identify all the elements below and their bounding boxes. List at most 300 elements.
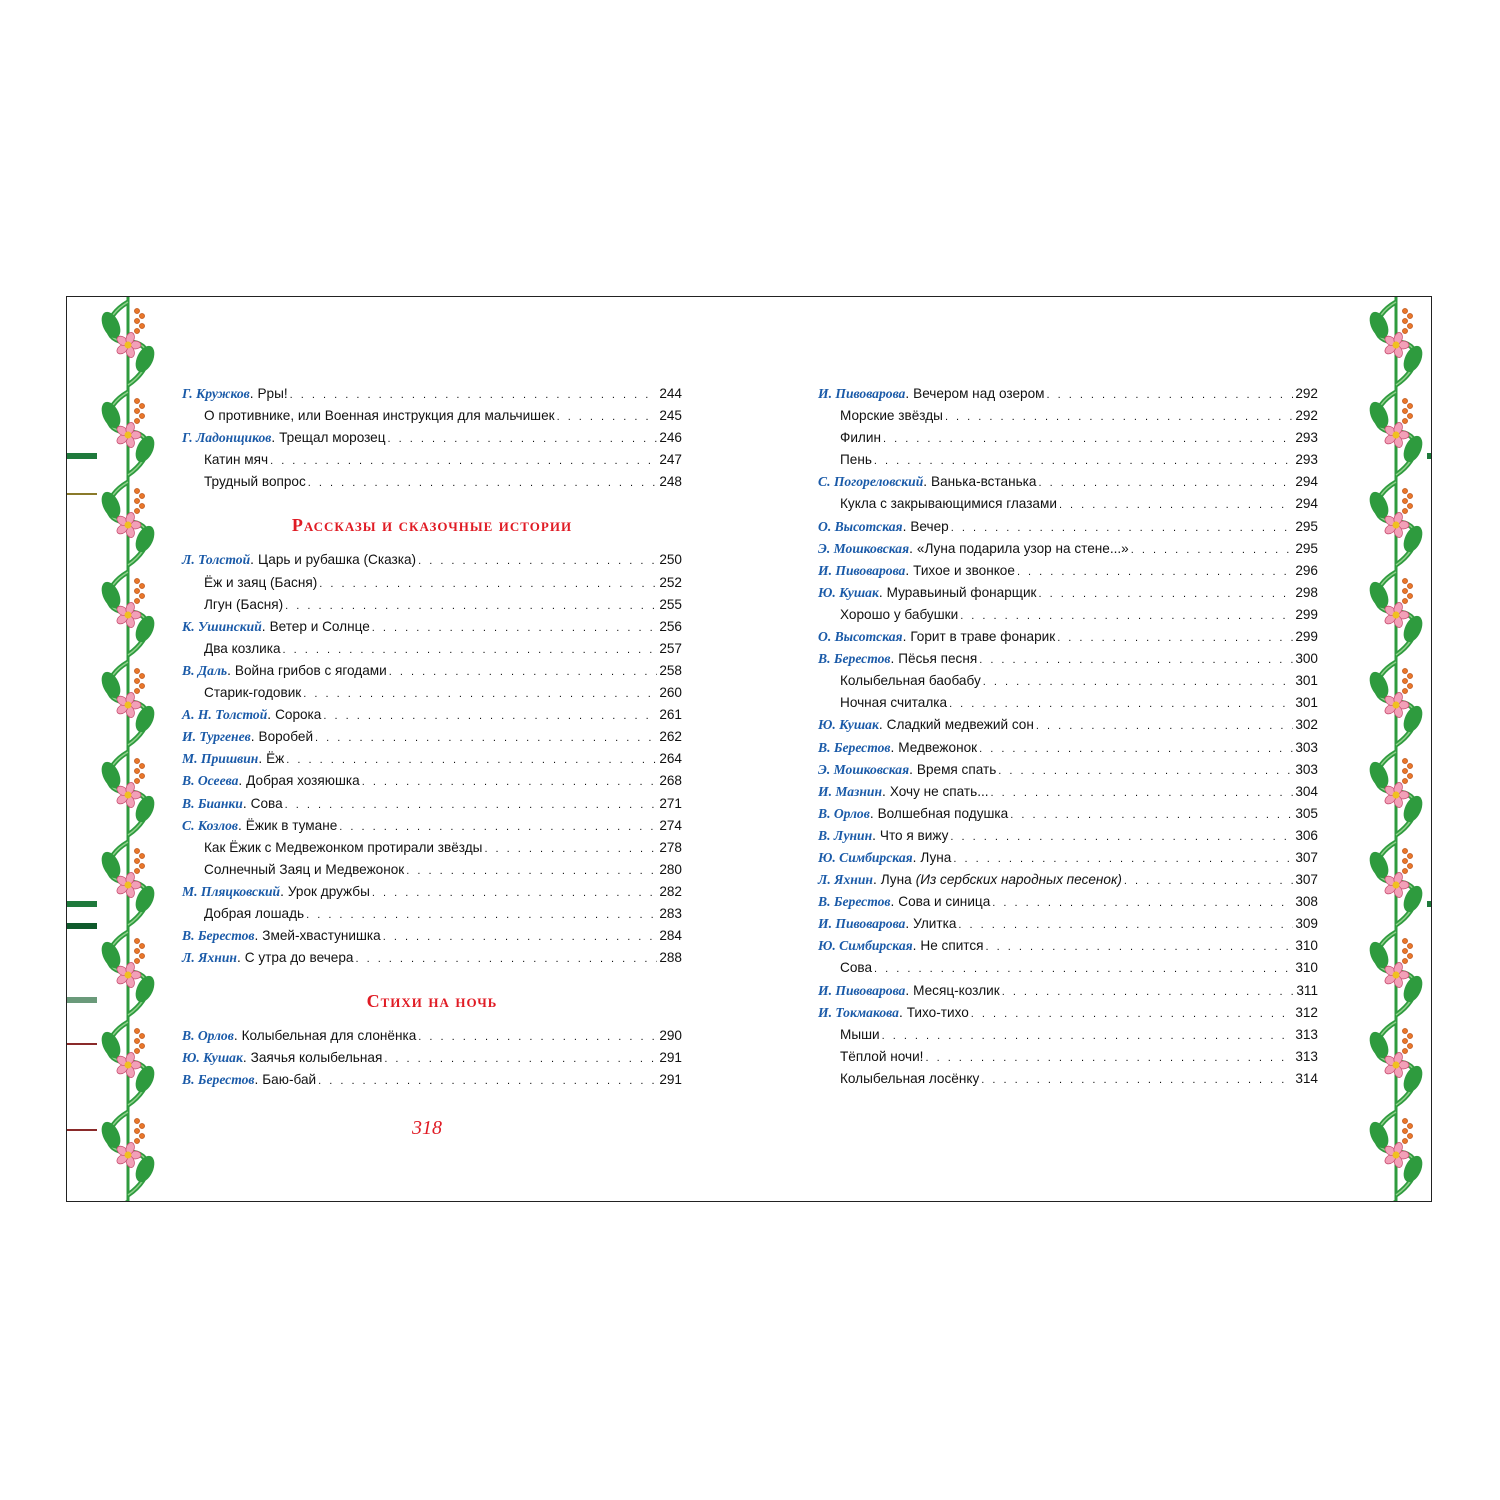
- berry-icon: [1402, 778, 1407, 783]
- berry-icon: [1407, 413, 1412, 418]
- berry-icon: [139, 1123, 144, 1128]
- green-page-tab: [67, 923, 97, 929]
- flower-center-icon: [1393, 612, 1400, 619]
- berry-icon: [134, 328, 139, 333]
- dot-leader: [1131, 539, 1294, 561]
- dot-leader: [992, 892, 1293, 914]
- entry-page: 293: [1295, 430, 1318, 446]
- entry-page: 255: [659, 596, 682, 612]
- berry-icon: [139, 853, 144, 858]
- toc-entry: [818, 626, 1318, 648]
- entry-page: 303: [1295, 761, 1318, 777]
- author-separator: .: [872, 827, 876, 843]
- entry-title: Заячья колыбельная: [250, 1050, 383, 1066]
- dot-leader: [981, 1069, 1293, 1091]
- entry-page: 261: [659, 707, 682, 723]
- entry-title: Пёсья песня: [898, 651, 978, 667]
- entry-subtitle: (Из сербских народных песенок): [915, 872, 1122, 888]
- dot-leader: [355, 948, 657, 970]
- dot-leader: [883, 428, 1293, 450]
- toc-entry: [818, 1068, 1318, 1090]
- dot-leader: [315, 727, 657, 749]
- entry-title: Хорошо у бабушки: [840, 606, 959, 622]
- author-separator: .: [902, 518, 907, 534]
- berry-icon: [1402, 768, 1407, 773]
- dot-leader: [323, 705, 657, 727]
- section-title: Рассказы и сказочные истории: [291, 515, 573, 536]
- author-separator: .: [872, 872, 877, 888]
- entry-page: 309: [1295, 916, 1318, 932]
- dot-leader: [319, 573, 657, 595]
- green-page-tab: [67, 453, 97, 459]
- author-separator: .: [912, 849, 917, 865]
- berry-icon: [134, 318, 139, 323]
- berry-icon: [139, 773, 144, 778]
- dot-leader: [1059, 494, 1293, 516]
- dot-leader: [318, 1070, 657, 1092]
- entry-page: 246: [659, 430, 682, 446]
- author-separator: .: [898, 1004, 903, 1020]
- berry-icon: [139, 1033, 144, 1038]
- flower-center-icon: [1393, 972, 1400, 979]
- author-separator: .: [233, 1028, 238, 1044]
- toc-entry: [818, 913, 1318, 935]
- toc-entry: [818, 935, 1318, 957]
- entry-author: О. Высотская: [818, 518, 903, 534]
- entry-title: Урок дружбы: [287, 883, 370, 899]
- entry-author: А. Н. Толстой: [182, 707, 268, 723]
- ornament-svg-right: [1365, 297, 1427, 1201]
- entry-page: 292: [1295, 386, 1318, 401]
- toc-entry: [182, 549, 682, 571]
- berry-icon: [134, 398, 139, 403]
- dot-leader: [979, 649, 1293, 671]
- dot-leader: [1046, 384, 1293, 406]
- toc-entry: [182, 383, 682, 405]
- berry-icon: [134, 938, 139, 943]
- author-separator: .: [905, 562, 910, 578]
- entry-title: Ванька-встанька: [931, 474, 1037, 490]
- dot-leader: [557, 406, 658, 428]
- entry-author: М. Пляцковский: [182, 883, 281, 899]
- dot-leader: [882, 1025, 1294, 1047]
- ornament-svg-left: [97, 297, 159, 1201]
- entry-title: Ночная считалка: [840, 695, 948, 711]
- entry-title: Два козлика: [204, 640, 281, 656]
- book-spread: [66, 296, 1432, 1202]
- berry-icon: [139, 593, 144, 598]
- entry-title: Горит в траве фонарик: [910, 629, 1056, 645]
- entry-page: 310: [1295, 938, 1318, 954]
- toc-entry: [818, 1046, 1318, 1068]
- entry-page: 245: [659, 408, 682, 424]
- entry-author: Г. Кружков: [182, 386, 250, 401]
- toc-entry: [818, 803, 1318, 825]
- toc-entry: [182, 726, 682, 748]
- entry-title: Ёжик в тумане: [245, 817, 338, 833]
- entry-page: 260: [659, 685, 682, 701]
- entry-page: 298: [1295, 584, 1318, 600]
- toc-entry: [182, 748, 682, 770]
- berry-icon: [1402, 1138, 1407, 1143]
- entry-author: Л. Яхнин: [182, 950, 237, 966]
- berry-icon: [139, 863, 144, 868]
- flower-center-icon: [125, 882, 132, 889]
- entry-title: Змей-хвастунишка: [262, 928, 381, 944]
- section-title: Стихи на ночь: [366, 991, 498, 1012]
- entry-page: 292: [1295, 408, 1318, 424]
- left-ornament-border: [97, 297, 159, 1201]
- toc-entry: [818, 449, 1318, 471]
- dot-leader: [306, 904, 657, 926]
- dot-leader: [384, 1048, 657, 1070]
- berry-icon: [134, 598, 139, 603]
- entry-page: 250: [659, 552, 682, 568]
- toc-entry: [818, 825, 1318, 847]
- dot-leader: [290, 384, 658, 406]
- dot-leader: [339, 816, 657, 838]
- entry-page: 301: [1295, 673, 1318, 689]
- entry-page: 290: [659, 1028, 682, 1044]
- dot-leader: [979, 738, 1293, 760]
- flower-center-icon: [1393, 342, 1400, 349]
- dot-leader: [303, 683, 657, 705]
- toc-entry: [818, 604, 1318, 626]
- entry-title: Волшебная подушка: [877, 805, 1009, 821]
- entry-title: Добрая лошадь: [204, 905, 305, 921]
- berry-icon: [1402, 688, 1407, 693]
- entry-title: Хочу не спать...: [889, 783, 989, 799]
- author-separator: .: [890, 651, 895, 667]
- author-separator: .: [242, 795, 247, 811]
- berry-icon: [1407, 1123, 1412, 1128]
- entry-title: Пень: [840, 452, 872, 468]
- author-separator: .: [271, 430, 276, 446]
- entry-page: 257: [659, 640, 682, 656]
- entry-title: О противнике, или Военная инструкция для мальчишек: [204, 408, 555, 424]
- berry-icon: [1402, 958, 1407, 963]
- entry-title: Сладкий медвежий сон: [886, 717, 1034, 733]
- berry-icon: [134, 958, 139, 963]
- berry-icon: [1402, 508, 1407, 513]
- entry-title: Ёж и заяц (Басня): [204, 574, 318, 590]
- entry-title: Трудный вопрос: [204, 474, 306, 490]
- toc-entry: [182, 660, 682, 682]
- entry-page: 291: [659, 1050, 682, 1066]
- berry-icon: [139, 683, 144, 688]
- flower-center-icon: [125, 702, 132, 709]
- entry-title: Колыбельная баобабу: [840, 673, 981, 689]
- green-page-tab: [67, 493, 97, 495]
- dot-leader: [1010, 804, 1293, 826]
- entry-title: Баю-бай: [262, 1072, 317, 1088]
- berry-icon: [1402, 1128, 1407, 1133]
- entry-page: 278: [659, 839, 682, 855]
- entry-page: 314: [1295, 1070, 1318, 1086]
- berry-icon: [1402, 498, 1407, 503]
- berry-icon: [1402, 408, 1407, 413]
- entry-author: И. Тургенев: [182, 729, 251, 745]
- dot-leader: [960, 605, 1293, 627]
- berry-icon: [134, 668, 139, 673]
- entry-author: Ю. Кушак: [818, 584, 879, 600]
- entry-title: Луна: [920, 849, 952, 865]
- dot-leader: [372, 617, 658, 639]
- entry-page: 303: [1295, 739, 1318, 755]
- flower-center-icon: [125, 972, 132, 979]
- berry-icon: [1407, 593, 1412, 598]
- berry-icon: [134, 508, 139, 513]
- dot-leader: [484, 838, 657, 860]
- toc-entry: [182, 793, 682, 815]
- entry-title: Колыбельная для слонёнка: [241, 1028, 417, 1044]
- entry-title: Мыши: [840, 1026, 880, 1042]
- dot-leader: [1002, 981, 1295, 1003]
- dot-leader: [418, 1026, 657, 1048]
- dot-leader: [1039, 472, 1294, 494]
- dot-leader: [372, 882, 657, 904]
- entry-page: 282: [659, 883, 682, 899]
- dot-leader: [986, 936, 1294, 958]
- toc-entry: [818, 560, 1318, 582]
- entry-page: 307: [1295, 849, 1318, 865]
- entry-page: 313: [1295, 1048, 1318, 1064]
- entry-author: И. Токмакова: [818, 1004, 899, 1020]
- flower-center-icon: [125, 792, 132, 799]
- author-separator: .: [890, 739, 895, 755]
- author-separator: .: [238, 773, 243, 789]
- author-separator: .: [267, 707, 272, 723]
- dot-leader: [953, 848, 1293, 870]
- berry-icon: [1407, 403, 1412, 408]
- toc-entry: [182, 859, 682, 881]
- berry-icon: [134, 868, 139, 873]
- berry-icon: [134, 418, 139, 423]
- berry-icon: [134, 578, 139, 583]
- berry-icon: [1407, 763, 1412, 768]
- berry-icon: [134, 1138, 139, 1143]
- entry-title: Трещал морозец: [279, 430, 386, 446]
- author-separator: .: [878, 717, 883, 733]
- toc-left-page: [182, 383, 682, 1092]
- entry-title: Сова и синица: [898, 894, 991, 910]
- berry-icon: [139, 323, 144, 328]
- toc-entry: [818, 891, 1318, 913]
- dot-leader: [285, 794, 658, 816]
- berry-icon: [1402, 578, 1407, 583]
- entry-title: Морские звёзды: [840, 408, 943, 424]
- author-separator: .: [890, 894, 895, 910]
- toc-entry: [818, 582, 1318, 604]
- green-page-tab: [1427, 901, 1431, 907]
- toc-entry: [182, 471, 682, 493]
- berry-icon: [1407, 773, 1412, 778]
- author-separator: .: [254, 928, 259, 944]
- entry-author: Э. Мошковская: [818, 540, 910, 556]
- entry-author: В. Берестов: [182, 928, 255, 944]
- entry-author: О. Высотская: [818, 629, 903, 645]
- berry-icon: [134, 1048, 139, 1053]
- entry-title: Муравьиный фонарщик: [886, 584, 1037, 600]
- toc-entry: [818, 670, 1318, 692]
- dot-leader: [950, 826, 1293, 848]
- flower-center-icon: [1393, 702, 1400, 709]
- berry-icon: [1407, 943, 1412, 948]
- entry-author: Ю. Симбирская: [818, 938, 913, 954]
- entry-author: В. Бианки: [182, 795, 243, 811]
- author-separator: .: [261, 618, 266, 634]
- dot-leader: [389, 661, 658, 683]
- berry-icon: [1407, 1043, 1412, 1048]
- berry-icon: [139, 943, 144, 948]
- entry-author: И. Пивоварова: [818, 562, 906, 578]
- entry-title: Колыбельная лосёнку: [840, 1070, 980, 1086]
- berry-icon: [134, 1118, 139, 1123]
- toc-entry: [182, 837, 682, 859]
- berry-icon: [1402, 678, 1407, 683]
- berry-icon: [1402, 488, 1407, 493]
- entry-author: И. Мазнин: [818, 783, 883, 799]
- author-separator: .: [878, 584, 883, 600]
- entry-title: Старик-годовик: [204, 685, 302, 701]
- entry-page: 295: [1295, 540, 1318, 556]
- dot-leader: [383, 926, 658, 948]
- toc-entry: [818, 692, 1318, 714]
- entry-title: Сорока: [275, 707, 322, 723]
- entry-title: Катин мяч: [204, 452, 269, 468]
- flower-center-icon: [125, 1062, 132, 1069]
- entry-author: М. Пришвин: [182, 751, 259, 767]
- author-separator: .: [242, 1050, 247, 1066]
- dot-leader: [285, 595, 657, 617]
- author-separator: .: [905, 982, 910, 998]
- entry-page: 258: [659, 662, 682, 678]
- entry-author: В. Даль: [182, 662, 228, 678]
- flower-center-icon: [125, 612, 132, 619]
- berry-icon: [1407, 863, 1412, 868]
- entry-title: Месяц-козлик: [913, 982, 1000, 998]
- entry-title: С утра до вечера: [244, 950, 354, 966]
- toc-entry: [182, 616, 682, 638]
- dot-leader: [286, 749, 657, 771]
- entry-author: С. Погореловский: [818, 474, 924, 490]
- author-separator: .: [238, 817, 242, 833]
- entry-title: Сова: [840, 960, 873, 976]
- entry-page: 271: [659, 795, 682, 811]
- berry-icon: [1402, 328, 1407, 333]
- dot-leader: [308, 472, 658, 494]
- green-page-tab: [67, 901, 97, 907]
- entry-page: 252: [659, 574, 682, 590]
- berry-icon: [1402, 668, 1407, 673]
- green-page-tab: [1427, 453, 1431, 459]
- toc-entry: [818, 781, 1318, 803]
- entry-title: Добрая хозяюшка: [246, 773, 360, 789]
- toc-entry: [182, 682, 682, 704]
- berry-icon: [1402, 858, 1407, 863]
- entry-title: Ёж: [266, 751, 285, 767]
- entry-title: Луна: [880, 872, 912, 888]
- berry-icon: [1402, 938, 1407, 943]
- entry-title: Вечером над озером: [913, 386, 1045, 401]
- berry-icon: [134, 758, 139, 763]
- entry-page: 300: [1295, 651, 1318, 667]
- berry-icon: [139, 403, 144, 408]
- toc-entry: [818, 383, 1318, 405]
- author-separator: .: [227, 662, 231, 678]
- toc-entry: [818, 516, 1318, 538]
- berry-icon: [139, 953, 144, 958]
- dot-leader: [998, 760, 1293, 782]
- berry-icon: [1407, 323, 1412, 328]
- entry-author: Л. Яхнин: [818, 872, 873, 888]
- berry-icon: [1402, 948, 1407, 953]
- author-separator: .: [869, 805, 874, 821]
- author-separator: .: [882, 783, 886, 799]
- entry-page: 294: [1295, 474, 1318, 490]
- entry-page: 299: [1295, 629, 1318, 645]
- entry-author: К. Ушинский: [182, 618, 262, 634]
- entry-page: 310: [1295, 960, 1318, 976]
- entry-page: 304: [1295, 783, 1318, 799]
- berry-icon: [1407, 953, 1412, 958]
- entry-title: Сова: [250, 795, 283, 811]
- toc-entry: [182, 947, 682, 969]
- entry-title: Лгун (Басня): [204, 596, 284, 612]
- entry-page: 274: [659, 817, 682, 833]
- red-page-tab: [67, 1043, 97, 1045]
- berry-icon: [1402, 588, 1407, 593]
- entry-author: С. Козлов: [182, 817, 238, 833]
- entry-title: Царь и рубашка (Сказка): [257, 552, 417, 568]
- toc-entry: [182, 594, 682, 616]
- berry-icon: [1402, 598, 1407, 603]
- entry-title: Филин: [840, 430, 881, 446]
- berry-icon: [134, 848, 139, 853]
- toc-entry: [182, 638, 682, 660]
- berry-icon: [134, 858, 139, 863]
- toc-entry: [818, 538, 1318, 560]
- entry-page: 291: [659, 1072, 682, 1088]
- author-separator: .: [902, 629, 907, 645]
- entry-page: 280: [659, 861, 682, 877]
- right-ornament-border: [1365, 297, 1427, 1201]
- red-page-tab: [67, 1129, 97, 1131]
- entry-page: 268: [659, 773, 682, 789]
- dot-leader: [874, 450, 1293, 472]
- entry-author: Ю. Кушак: [818, 717, 879, 733]
- dot-leader: [991, 782, 1294, 804]
- entry-author: Л. Толстой: [182, 552, 251, 568]
- entry-title: Не спится: [920, 938, 984, 954]
- entry-page: 262: [659, 729, 682, 745]
- grey-page-tab: [67, 997, 97, 1003]
- entry-author: В. Осеева: [182, 773, 239, 789]
- author-separator: .: [909, 761, 913, 777]
- toc-entry: [818, 869, 1318, 891]
- entry-author: В. Лунин: [818, 827, 873, 843]
- toc-entry: [818, 427, 1318, 449]
- entry-title: Вечер: [910, 518, 949, 534]
- entry-author: В. Орлов: [182, 1028, 234, 1044]
- berry-icon: [134, 308, 139, 313]
- berry-icon: [139, 503, 144, 508]
- berry-icon: [1402, 1048, 1407, 1053]
- entry-author: В. Берестов: [818, 739, 891, 755]
- entry-title: Солнечный Заяц и Медвежонок: [204, 861, 405, 877]
- entry-page: 301: [1295, 695, 1318, 711]
- entry-author: Э. Мошковская: [818, 761, 910, 777]
